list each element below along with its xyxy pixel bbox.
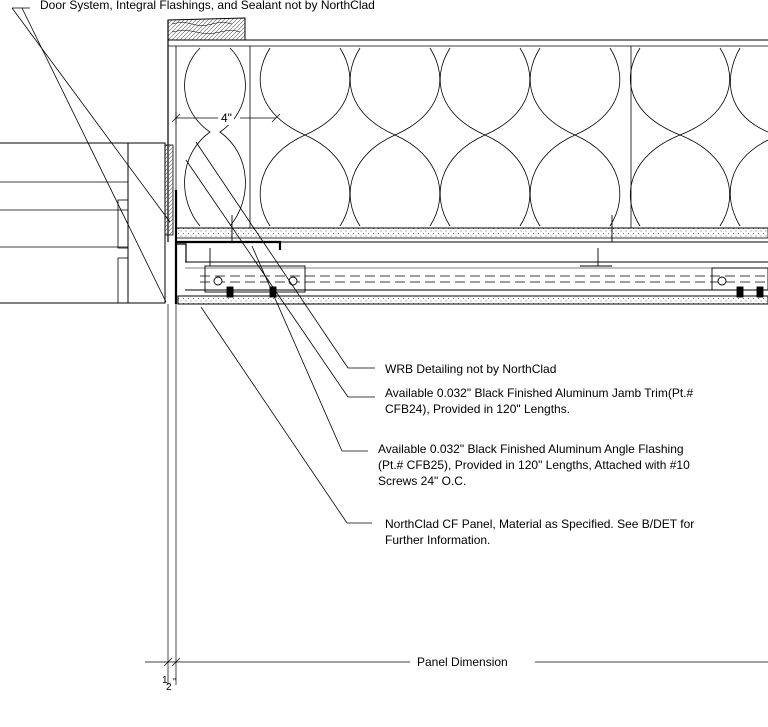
cf-panel [178, 296, 768, 304]
wall-outline [168, 20, 768, 242]
wrb-note: WRB Detailing not by NorthClad [385, 362, 557, 376]
half-inch-numerator: 1 [162, 675, 168, 686]
sheathing-layer [176, 228, 768, 242]
half-inch-unit: " [173, 677, 177, 688]
door-frame [0, 143, 173, 303]
dimension-four-inch: 4" [221, 111, 232, 125]
wood-header [168, 18, 245, 40]
door-system-note: Door System, Integral Flashings, and Sealant not by NorthClad [40, 0, 375, 12]
dimension-panel: Panel Dimension [417, 655, 508, 669]
jamb-trim-note: Available 0.032" Black Finished Aluminum Jamb Trim(Pt.# CFB24), Provided in 120" Lengths. [385, 386, 694, 416]
leader-lines [12, 8, 375, 523]
half-inch-denominator: 2 [166, 682, 172, 693]
panel-clips [205, 215, 768, 297]
angle-flashing-note: Available 0.032" Black Finished Aluminum Angle Flashing (Pt.# CFB25), Provided in 120" Lengths, Attached with #10 Screws 24" O.C. [378, 442, 690, 488]
panel-note: NorthClad CF Panel, Material as Specified. See B/DET for Further Information. [385, 517, 695, 547]
insulation-batt [185, 48, 768, 226]
